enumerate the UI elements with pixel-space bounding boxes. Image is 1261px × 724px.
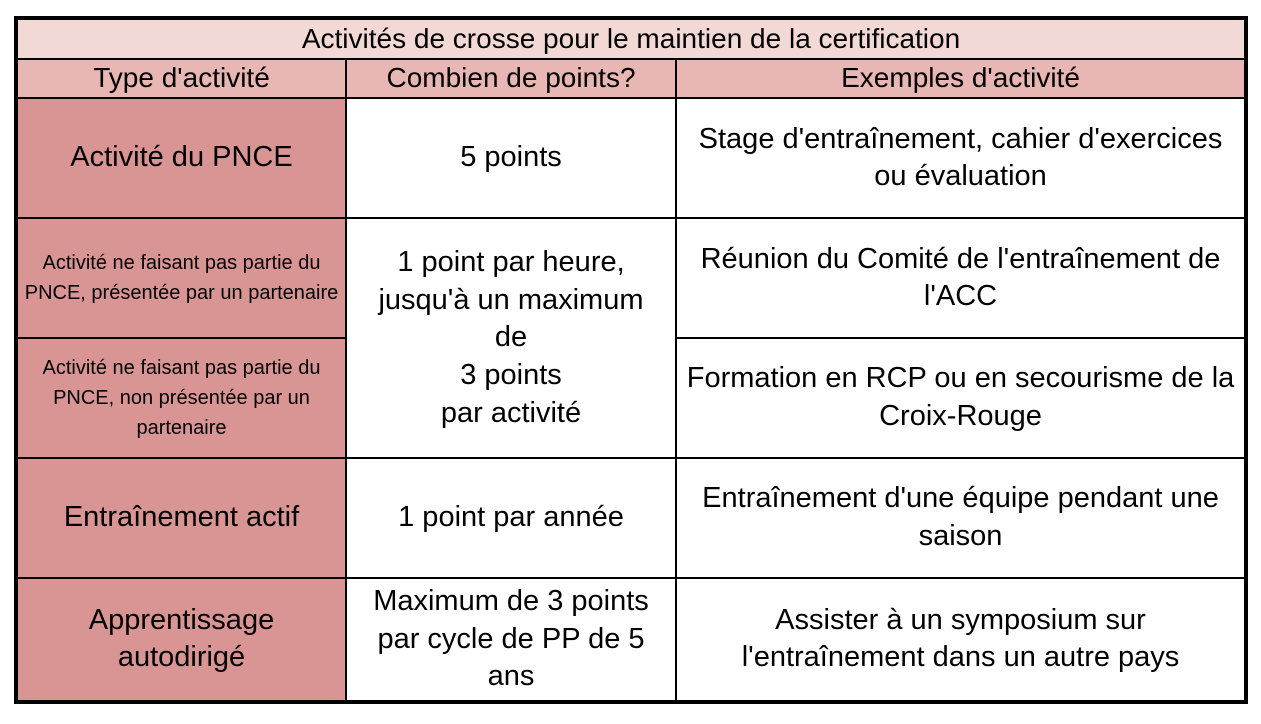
table-row xyxy=(16,98,1246,218)
header-activity-type: Type d'activité xyxy=(16,59,346,99)
points-line: 1 point par heure, xyxy=(397,245,625,278)
points-cell: 5 points xyxy=(346,98,676,218)
points-line: jusqu'à un maximum xyxy=(378,283,644,316)
certification-table-page xyxy=(14,16,1244,704)
activity-type-cell: Entraînement actif xyxy=(16,458,346,578)
table-row xyxy=(16,458,1246,578)
points-cell: 1 point par année xyxy=(346,458,676,578)
example-cell: Entraînement d'une équipe pendant une saison xyxy=(676,458,1246,578)
example-cell: Formation en RCP ou en secourisme de la Croix-Rouge xyxy=(676,338,1246,458)
points-line: par activité xyxy=(440,396,582,429)
points-cell: Maximum de 3 points par cycle de PP de 5 ans xyxy=(346,578,676,702)
example-cell: Stage d'entraînement, cahier d'exercices ou évaluation xyxy=(676,98,1246,218)
table-header-row xyxy=(16,59,1246,99)
certification-activities-table xyxy=(14,16,1248,704)
table-row xyxy=(16,578,1246,702)
points-line-part: 3 points xyxy=(460,358,562,391)
table-row xyxy=(16,218,1246,338)
points-line-split xyxy=(353,319,669,394)
table-title-row xyxy=(16,18,1246,59)
points-line-part: de xyxy=(494,321,528,354)
example-cell: Réunion du Comité de l'entraînement de l'ACC xyxy=(676,218,1246,338)
activity-type-cell: Activité du PNCE xyxy=(16,98,346,218)
header-examples: Exemples d'activité xyxy=(676,59,1246,99)
activity-type-cell: Activité ne faisant pas partie du PNCE, non présentée par un partenaire xyxy=(16,338,346,458)
points-cell-merged xyxy=(346,218,676,458)
header-points: Combien de points? xyxy=(346,59,676,99)
example-cell: Assister à un symposium sur l'entraînement dans un autre pays xyxy=(676,578,1246,702)
table-title: Activités de crosse pour le maintien de la certification xyxy=(16,18,1246,59)
activity-type-cell: Apprentissage autodirigé xyxy=(16,578,346,702)
activity-type-cell: Activité ne faisant pas partie du PNCE, présentée par un partenaire xyxy=(16,218,346,338)
